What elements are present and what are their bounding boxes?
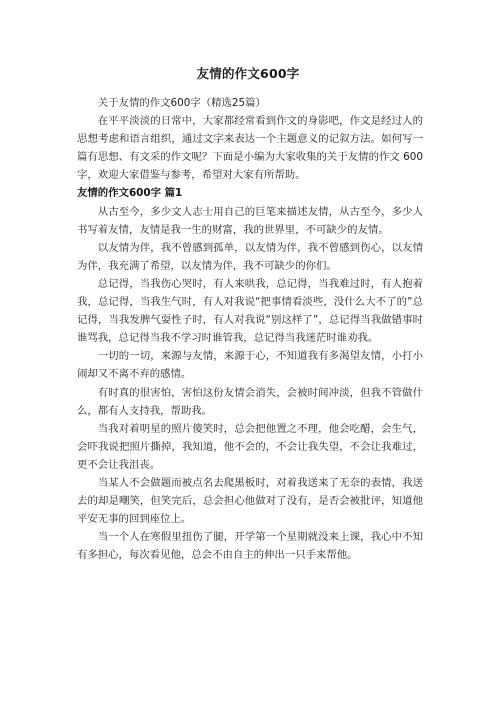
paragraph-intro: 在平平淡淡的日常中，大家都经常看到作文的身影吧，作文是经过人的思想考虑和语言组织，通过文字来表达一个主题意义的记叙方法。如何写一篇有思想、有文采的作文呢？下面是小编为大家收集的关于友情的作文 600 字，欢迎大家借鉴与参考，希望对大家有所帮助。 (77, 115, 423, 182)
document-body (77, 94, 423, 564)
paragraph: 当一个人在寒假里扭伤了腿，开学第一个星期就没来上课，我心中不知有多担心，每次看见他，总会不由自主的伸出一只手来帮他。 (77, 531, 423, 562)
paragraph: 当我对着明星的照片傻笑时，总会把他置之不理，他会吃醋，会生气，会吓我说把照片撕掉，我知道，他不会的，不会让我失望，不会让我难过，更不会让我沮丧。 (77, 422, 423, 471)
paragraph-intro-subtitle: 关于友情的作文600字（精选25篇） (97, 97, 266, 109)
document-title: 友情的作文600字 (196, 66, 300, 81)
paragraph: 以友情为伴，我不曾感到孤单，以友情为伴，我不曾感到伤心，以友情为伴，我充满了希望，以友情为伴，我不可缺少的你们。 (77, 241, 423, 272)
paragraph: 总记得，当我伤心哭时，有人来哄我，总记得，当我难过时，有人抱着我，总记得，当我生气时，有人对我说“把事情看淡些，没什么大不了的”总记得，当我发脾气耍性子时，有人对我说“别这样了”，总记得当我做错事时谁骂我，总记得当我不学习时谁管我，总记得当我迷茫时谁劝我。 (77, 277, 423, 345)
paragraph: 从古至今，多少文人志士用自己的巨笔来描述友情，从古至今，多少人书写着友情，友情是我一生的财富，我的世界里，不可缺少的友情。 (77, 205, 423, 236)
paragraph: 一切的一切，来源与友情，来源于心，不知道我有多渴望友情，小打小闹却又不离不弃的感情。 (77, 350, 423, 381)
paragraph: 当某人不会做题而被点名去爬黑板时，对着我送来了无奈的表情，我送去的却是嘲笑，但笑完后，总会担心他做对了没有，是否会被批评，知道他平安无事的回到座位上。 (77, 476, 423, 526)
section-heading: 友情的作文600字 篇1 (77, 187, 183, 200)
paragraph: 有时真的很害怕，害怕这份友情会消失，会被时间冲淡，但我不管做什么，都有人支持我，帮助我。 (77, 386, 423, 417)
